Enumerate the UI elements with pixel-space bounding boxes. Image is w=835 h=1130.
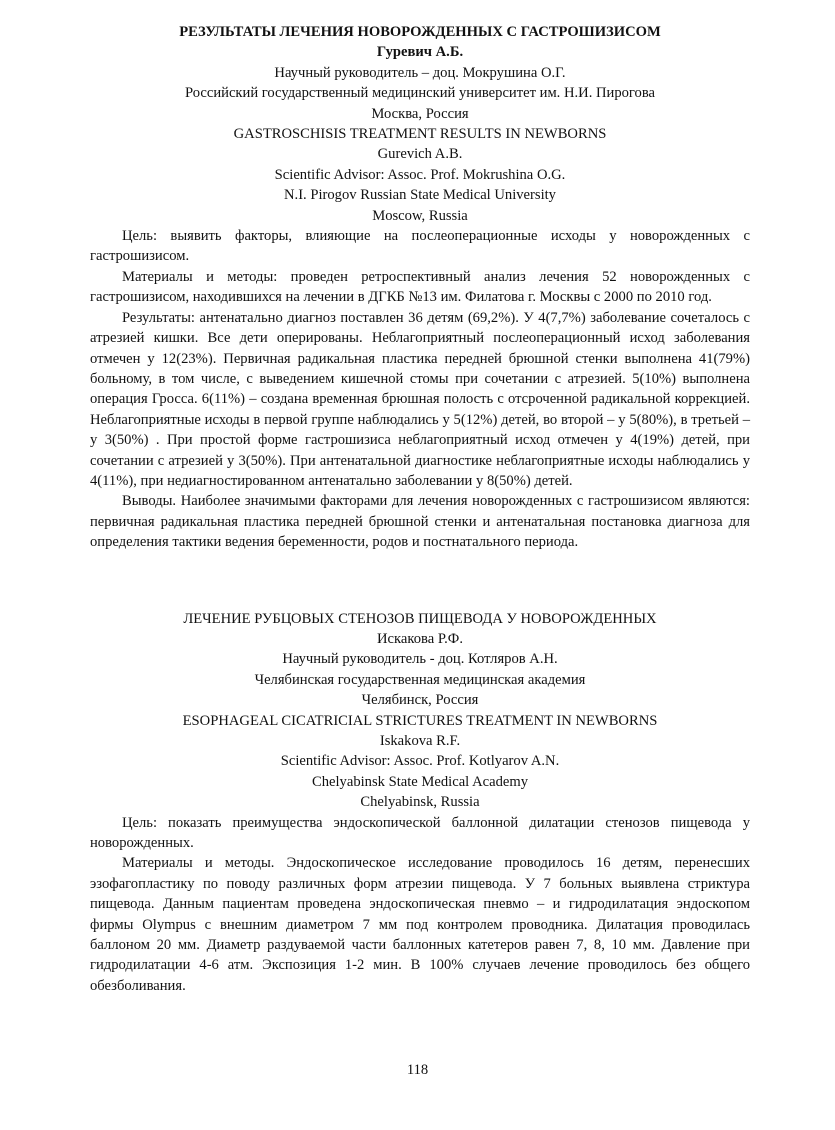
article2-advisor-ru: Научный руководитель - доц. Котляров А.Н. <box>282 651 558 668</box>
article2-institution-en: Chelyabinsk State Medical Academy <box>311 773 528 790</box>
article1-results: Результаты: антенатально диагноз поставлен 36 детям (69,2%). У 4(7,7%) заболевание сочеталось с атрезией кишки. Все дети оперированы. Неблагоприятный послеоперационный исход заболевания отмечен у 12(23%). Первичная радикальная пластика передней брюшной стенки выполнена 41(79%) больному, в том числе, с выведением кишечной стомы при сочетании с атрезией. 5(10%) выполнена операция Гросса. 6(11%) – создана временная брюшная полость с отсроченной радикальной коррекцией. Неблагоприятные исходы в первой группе наблюдались у 5(12%) детей, во второй – у 5(80%), в третьей – у 3(50%) . При простой форме гастрошизиса неблагоприятный исход отмечен у 4(19%) детей, при сочетании с атрезией у 3(50%). При антенатальной диагностике неблагоприятные исходы наблюдались у 4(11%), при недиагностированном антенатально заболевании у 8(50%) детей. <box>90 309 750 489</box>
section-spacer <box>90 553 750 609</box>
article2-title-en: ESOPHAGEAL CICATRICIAL STRICTURES TREATMENT IN NEWBORNS <box>182 712 658 729</box>
article-esophageal-strictures <box>90 609 750 997</box>
article2-title-ru: ЛЕЧЕНИЕ РУБЦОВЫХ СТЕНОЗОВ ПИЩЕВОДА У НОВОРОЖДЕННЫХ <box>183 610 657 627</box>
article1-title-en: GASTROSCHISIS TREATMENT RESULTS IN NEWBORNS <box>233 126 607 143</box>
article2-institution-ru: Челябинская государственная медицинская академия <box>254 671 586 688</box>
article1-author-ru: Гуревич А.Б. <box>376 44 464 61</box>
article1-title-ru: РЕЗУЛЬТАТЫ ЛЕЧЕНИЯ НОВОРОЖДЕННЫХ С ГАСТРОШИЗИСОМ <box>179 24 661 40</box>
article2-aim: Цель: показать преимущества эндоскопической баллонной дилатации стенозов пищевода у новорожденных. <box>90 814 750 852</box>
article1-advisor-en: Scientific Advisor: Assoc. Prof. Mokrushina O.G. <box>274 166 566 183</box>
article1-methods: Материалы и методы: проведен ретроспективный анализ лечения 52 новорожденных с гастрошизисом, находившихся на лечении в ДГКБ №13 им. Филатова г. Москвы с 2000 по 2010 год. <box>90 268 750 306</box>
article2-city-ru: Челябинск, Россия <box>361 692 479 709</box>
article1-conclusions: Выводы. Наиболее значимыми факторами для лечения новорожденных с гастрошизисом являются: первичная радикальная пластика передней брюшной стенки и антенатальная постановка диагноза для определения тактики ведения беременности, родов и постнатального периода. <box>90 493 750 551</box>
article-gastroschisis <box>90 22 750 553</box>
article1-aim: Цель: выявить факторы, влияющие на послеоперационные исходы у новорожденных с гастрошизисом. <box>90 228 750 265</box>
article1-author-en: Gurevich A.B. <box>377 146 463 163</box>
page-number: 118 <box>406 1062 429 1078</box>
document-page <box>90 22 750 996</box>
article2-methods: Материалы и методы. Эндоскопическое исследование проводилось 16 детям, перенесших эзофагопластику по поводу различных форм атрезии пищевода. У 7 больных выявлена стриктура пищевода. Данным пациентам проведена эндоскопическая пневмо – и гидродилатация эндоскопом фирмы Olympus с внешним диаметром 7 мм под контролем проводника. Дилатация проводилась баллоном 20 мм. Диаметр раздуваемой части баллонных катетеров равен 7, 8, 10 мм. Давление при гидродилатации 4-6 атм. Экспозиция 1-2 мин. В 100% случаев лечение проводилось без общего обезболивания. <box>90 855 750 994</box>
article1-city-ru: Москва, Россия <box>371 105 469 122</box>
article2-advisor-en: Scientific Advisor: Assoc. Prof. Kotlyarov A.N. <box>280 753 560 770</box>
article2-city-en: Chelyabinsk, Russia <box>360 794 480 811</box>
article2-author-en: Iskakova R.F. <box>379 733 461 749</box>
article2-author-ru: Искакова Р.Ф. <box>377 630 463 647</box>
article1-city-en: Moscow, Russia <box>372 207 468 224</box>
article1-institution-ru: Российский государственный медицинский университет им. Н.И. Пирогова <box>184 85 656 102</box>
article1-advisor-ru: Научный руководитель – доц. Мокрушина О.Г. <box>274 64 566 81</box>
article1-institution-en: N.I. Pirogov Russian State Medical University <box>284 187 556 204</box>
